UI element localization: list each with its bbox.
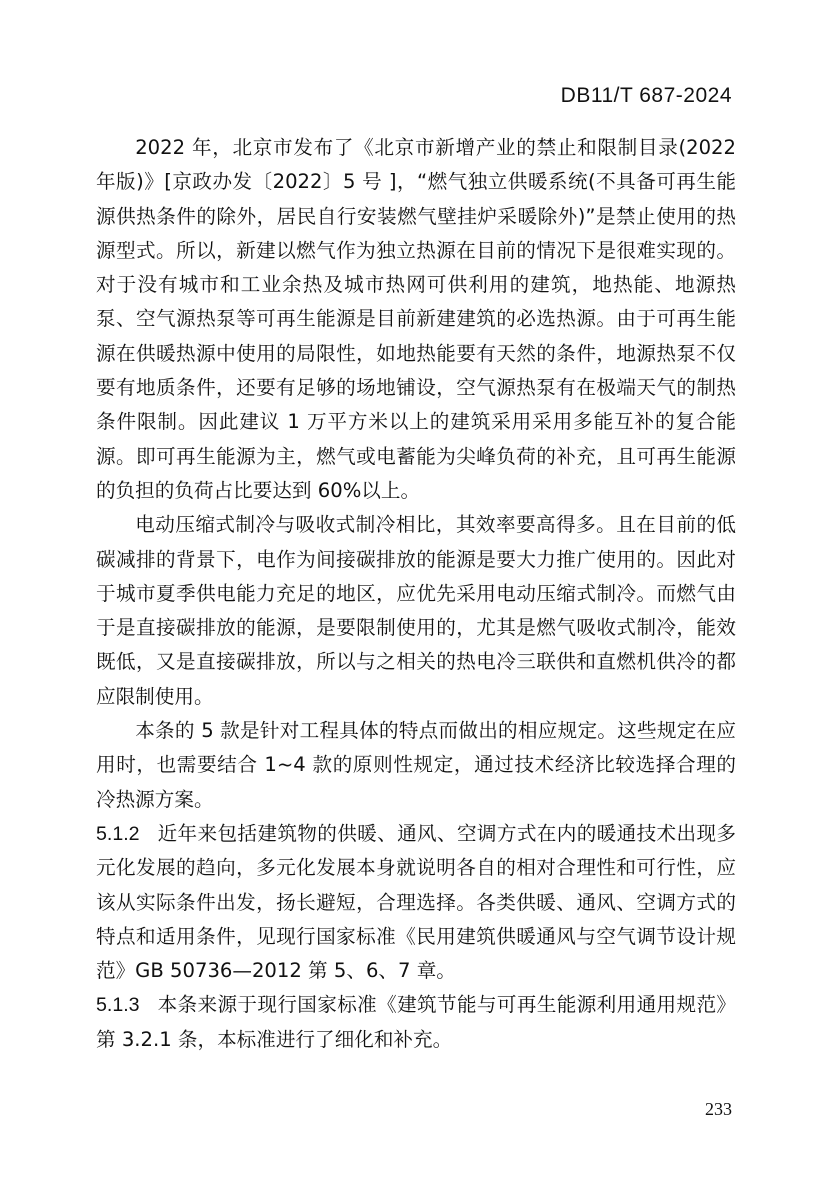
clause-text: 本条来源于现行国家标准《建筑节能与可再生能源利用通用规范》第 3.2.1 条，本标准进行了细化和补充。 bbox=[96, 993, 736, 1051]
paragraph-cooling: 电动压缩式制冷与吸收式制冷相比，其效率要高得多。且在目前的低碳减排的背景下，电作为间接碳排放的能源是要大力推广使用的。因此对于城市夏季供电能力充足的地区，应优先采用电动压缩式制冷。而燃气由于是直接碳排放的能源，是要限制使用的，尤其是燃气吸收式制冷，能效既低，又是直接碳排放，所以与之相关的热电冷三联供和直燃机供冷的都应限制使用。 bbox=[96, 513, 736, 708]
clause-5-1-2 bbox=[96, 817, 736, 988]
clause-text: 近年来包括建筑物的供暖、通风、空调方式在内的暖通技术出现多元化发展的趋向，多元化发展本身就说明各自的相对合理性和可行性，应该从实际条件出发，扬长避短，合理选择。各类供暖、通风、空调方式的特点和适用条件，见现行国家标准《民用建筑供暖通风与空气调节设计规范》GB 50736—2012 第 5、6、7 章。 bbox=[96, 821, 736, 983]
body-text bbox=[96, 131, 736, 1057]
paragraph-clause-5: 本条的 5 款是针对工程具体的特点而做出的相应规定。这些规定在应用时，也需要结合 1~4 款的原则性规定，通过技术经济比较选择合理的冷热源方案。 bbox=[96, 719, 736, 811]
document-code: DB11/T 687-2024 bbox=[560, 84, 732, 107]
page-number: 233 bbox=[705, 1099, 732, 1119]
paragraph-heat-source: 2022 年，北京市发布了《北京市新增产业的禁止和限制目录(2022 年版)》[京政办发〔2022〕5 号 ]，“燃气独立供暖系统(不具备可再生能源供热条件的除外，居民自行安装燃气壁挂炉采暖除外)”是禁止使用的热源型式。所以，新建以燃气作为独立热源在目前的情况下是很难实现的。对于没有城市和工业余热及城市热网可供利用的建筑，地热能、地源热泵、空气源热泵等可再生能源是目前新建建筑的必选热源。由于可再生能源在供暖热源中使用的局限性，如地热能要有天然的条件，地源热泵不仅要有地质条件，还要有足够的场地铺设，空气源热泵有在极端天气的制热条件限制。因此建议 1 万平方米以上的建筑采用采用多能互补的复合能源。即可再生能源为主，燃气或电蓄能为尖峰负荷的补充，且可再生能源的负担的负荷占比要达到 60%以上。 bbox=[96, 136, 736, 502]
clause-number: 5.1.3 bbox=[96, 994, 140, 1017]
clause-5-1-3 bbox=[96, 988, 736, 1057]
clause-number: 5.1.2 bbox=[96, 822, 140, 845]
